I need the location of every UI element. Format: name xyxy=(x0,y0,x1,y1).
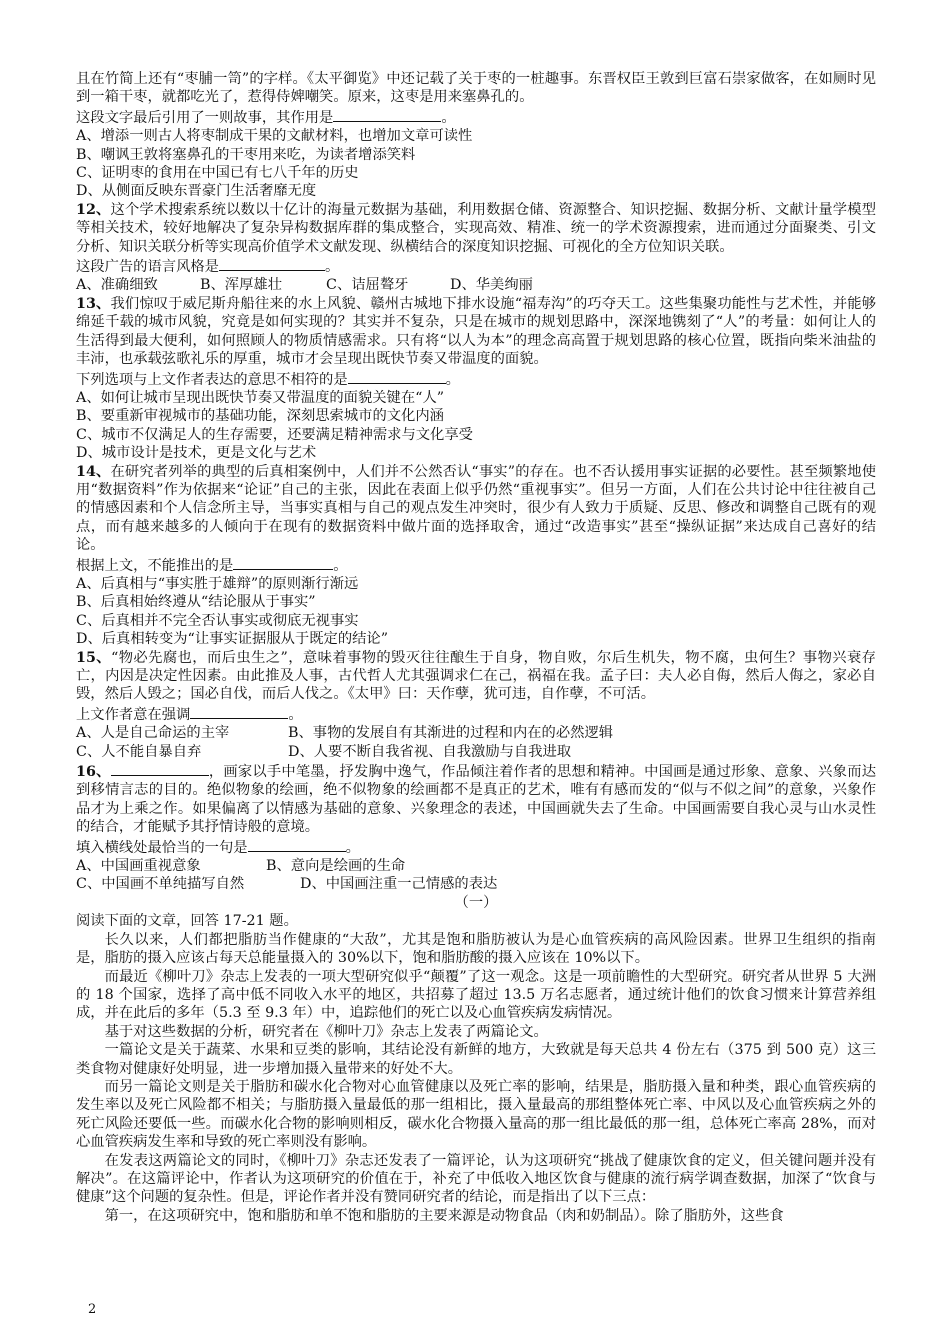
answer-blank xyxy=(111,761,209,776)
option-c: C、后真相并不完全否认事实或彻底无视事实 xyxy=(76,612,359,629)
question-12-options xyxy=(76,276,876,294)
question-13: 13、我们惊叹于威尼斯舟船往来的水上风貌、赣州古城地下排水设施“福寿沟”的巧夺天工。这些集聚功能性与艺术性，并能够绵延千载的城市风貌，究竟是如何实现的？其实并不复杂，只是在城市的规划思路中，深深地镌刻了“人”的考量：如何让人的生活得到最大便利，如何照顾人的物质情感需求。只有将“以人为本”的理念高高置于规划思路的核心位置，既指向柴米油盐的丰沛，也承载弦歌礼乐的厚重，城市才会呈现出既快节奏又带温度的面貌。 xyxy=(76,295,876,368)
option-c: C、中国画不单纯描写自然 xyxy=(76,876,245,893)
answer-blank xyxy=(348,369,446,384)
answer-blank xyxy=(333,107,441,122)
option-c: C、诘屈聱牙 xyxy=(326,277,409,294)
article-paragraph: 基于对这些数据的分析，研究者在《柳叶刀》杂志上发表了两篇论文。 xyxy=(104,1023,548,1040)
option-c: C、城市不仅满足人的生存需要，还要满足精神需求与文化享受 xyxy=(76,426,473,443)
option-d: D、城市设计是技术，更是文化与艺术 xyxy=(76,445,317,462)
option-a: A、增添一则古人将枣制成干果的文献材料，也增加文章可读性 xyxy=(76,128,473,145)
intro-question: 这段文字最后引用了一则故事，其作用是 。 xyxy=(76,107,876,127)
option-d: D、从侧面反映东晋豪门生活奢靡无度 xyxy=(76,183,317,200)
question-16: 16、 ，画家以手中笔墨，抒发胸中逸气，作品倾注着作者的思想和精神。中国画是通过形象、意象、兴象而达到移情言志的目的。绝似物象的绘画，绝不似物象的绘画都不是真正的艺术，唯有有感而发的“似与不似之间”的意象，兴象作品才为上乘之作。如果偏离了以情感为基础的意象、兴象理念的表述，中国画就失去了生命。中国画需要自我心灵与山水灵性的结合，才能赋予其抒情诗般的意境。 xyxy=(76,761,876,837)
page-content xyxy=(76,70,876,1225)
question-number: 16、 xyxy=(76,764,111,781)
answer-blank xyxy=(233,555,333,570)
question-16-prompt: 填入横线处最恰当的一句是 。 xyxy=(76,837,876,857)
question-16-options-cd xyxy=(76,875,876,893)
option-b: B、事物的发展自有其渐进的过程和内在的必然逻辑 xyxy=(288,725,614,742)
question-number: 15、 xyxy=(76,649,112,666)
article-paragraph: 长久以来，人们都把脂肪当作健康的“大敌”，尤其是饱和脂肪被认为是心血管疾病的高风险因素。世界卫生组织的指南是，脂肪的摄入应该占每天总能量摄入的 30%以下，饱和脂肪酸的摄入应该在 10%以下。 xyxy=(76,931,876,967)
page-number: 2 xyxy=(88,1302,97,1317)
question-14: 14、在研究者列举的典型的后真相案例中，人们并不公然否认“事实”的存在。也不否认援用事实证据的必要性。甚至频繁地使用“数据资料”作为依据来“论证”自己的主张，因此在表面上似乎仍然“重视事实”。但另一方面，人们在公共讨论中往往被自己的情感因素和个人信念所主导，当事实真相与自己的观点发生冲突时，很少有人致力于质疑、反思、修改和调整自己既有的观点，而有越来越多的人倾向于在现有的数据资料中做片面的选择取舍，通过“改造事实”甚至“操纵证据”来达成自己喜好的结论。 xyxy=(76,463,876,554)
question-15-prompt: 上文作者意在强调 。 xyxy=(76,704,876,724)
option-b: B、要重新审视城市的基础功能，深刻思索城市的文化内涵 xyxy=(76,408,444,425)
section-instruction: 阅读下面的文章，回答 17-21 题。 xyxy=(76,913,298,930)
option-c: C、人不能自暴自弃 xyxy=(76,743,202,760)
question-12-prompt: 这段广告的语言风格是 。 xyxy=(76,256,876,276)
section-marker: （一） xyxy=(454,894,498,911)
option-b: B、意向是绘画的生命 xyxy=(266,858,406,875)
question-15-options-ab xyxy=(76,724,876,742)
option-a: A、后真相与“事实胜于雄辩”的原则渐行渐远 xyxy=(76,575,359,592)
option-a: A、准确细致 xyxy=(76,277,158,294)
option-d: D、华美绚丽 xyxy=(450,277,533,294)
question-13-prompt: 下列选项与上文作者表达的意思不相符的是 。 xyxy=(76,369,876,389)
option-b: B、后真相始终遵从“结论服从于事实” xyxy=(76,594,316,611)
article-paragraph: 一篇论文是关于蔬菜、水果和豆类的影响，其结论没有新鲜的地方，大致就是每天总共 4 份左右（375 到 500 克）这三类食物对健康好处明显，进一步增加摄入量带来的好处不大。 xyxy=(76,1042,876,1077)
question-12: 12、这个学术搜索系统以数以十亿计的海量元数据为基础，利用数据仓储、资源整合、知识挖掘、数据分析、文献计量学模型等相关技术，较好地解决了复杂异构数据库群的集成整合，实现高效、精准、统一的学术资源搜索，进而通过分面聚类、引文分析、知识关联分析等实现高价值学术文献发现、纵横结合的深度知识挖掘、可视化的全方位知识关联。 xyxy=(76,201,876,255)
article-paragraph: 第一，在这项研究中，饱和脂肪和单不饱和脂肪的主要来源是动物食品（肉和奶制品）。除了脂肪外，这些食 xyxy=(104,1207,784,1224)
answer-blank xyxy=(248,837,346,852)
question-15: 15、“物必先腐也，而后虫生之”，意味着事物的毁灭往往酿生于自身，物自败，尔后生机失，物不腐，虫何生？事物兴衰存亡，内因是决定性因素。由此推及人事，古代哲人尤其强调求仁在己，祸福在我。孟子曰：夫人必自侮，然后人侮之，家必自毁，然后人毁之；国必自伐，而后人伐之。《太甲》曰：天作孽，犹可违，自作孽，不可活。 xyxy=(76,649,876,703)
option-d: D、人要不断自我省视、自我激励与自我进取 xyxy=(288,743,572,760)
option-d: D、中国画注重一己情感的表达 xyxy=(300,876,498,893)
question-number: 13、 xyxy=(76,295,111,312)
question-14-prompt: 根据上文，不能推出的是 。 xyxy=(76,555,876,575)
option-d: D、后真相转变为“让事实证据服从于既定的结论” xyxy=(76,631,389,648)
answer-blank xyxy=(190,704,288,719)
article-paragraph: 而另一篇论文则是关于脂肪和碳水化合物对心血管健康以及死亡率的影响，结果是，脂肪摄入量和种类，跟心血管疾病的发生率以及死亡风险都不相关；与脂肪摄入量最低的那一组相比，摄入量最高的那组整体死亡率、中风以及心血管疾病之外的死亡风险还要低一些。而碳水化合物的影响则相反，碳水化合物摄入量高的那一组比最低的那一组，总体死亡率高 28%，而对心血管疾病发生率和导致的死亡率则没有影响。 xyxy=(76,1078,876,1151)
option-b: B、浑厚雄壮 xyxy=(200,277,282,294)
option-a: A、如何让城市呈现出既快节奏又带温度的面貌关键在“人” xyxy=(76,389,445,406)
question-number: 14、 xyxy=(76,463,111,480)
option-b: B、嘲讽王敦将塞鼻孔的干枣用来吃，为读者增添笑料 xyxy=(76,146,416,163)
option-c: C、证明枣的食用在中国已有七八千年的历史 xyxy=(76,165,359,182)
answer-blank xyxy=(219,256,325,271)
question-16-options-ab xyxy=(76,857,876,875)
option-a: A、人是自己命运的主宰 xyxy=(76,725,230,742)
option-a: A、中国画重视意象 xyxy=(76,858,201,875)
intro-text: 且在竹简上还有“枣脯一笥”的字样。《太平御览》中还记载了关于枣的一桩趣事。东晋权臣王敦到巨富石崇家做客，在如厕时见到一箱干枣，就都吃光了，惹得侍婢嘲笑。原来，这枣是用来塞鼻孔的。 xyxy=(76,71,876,106)
article-paragraph: 而最近《柳叶刀》杂志上发表的一项大型研究似乎“颠覆”了这一观念。这是一项前瞻性的大型研究。研究者从世界 5 大洲的 18 个国家，选择了高中低不同收入水平的地区，共招募了超过 13.5 万名志愿者，通过统计他们的饮食习惯来计算营养组成，并在此后的多年（5.3 至 9.3 年）中，追踪他们的死亡以及心血管疾病发病情况。 xyxy=(76,968,876,1022)
question-number: 12、 xyxy=(76,201,111,218)
article-paragraph: 在发表这两篇论文的同时，《柳叶刀》杂志还发表了一篇评论，认为这项研究“挑战了健康饮食的定义，但关键问题并没有解决”。在这篇评论中，作者认为这项研究的价值在于，补充了中低收入地区饮食与健康的流行病学调查数据，加深了“饮食与健康”这个问题的复杂性。但是，评论作者并没有赞同研究者的结论，而是指出了以下三点： xyxy=(76,1152,876,1206)
question-15-options-cd xyxy=(76,743,876,761)
